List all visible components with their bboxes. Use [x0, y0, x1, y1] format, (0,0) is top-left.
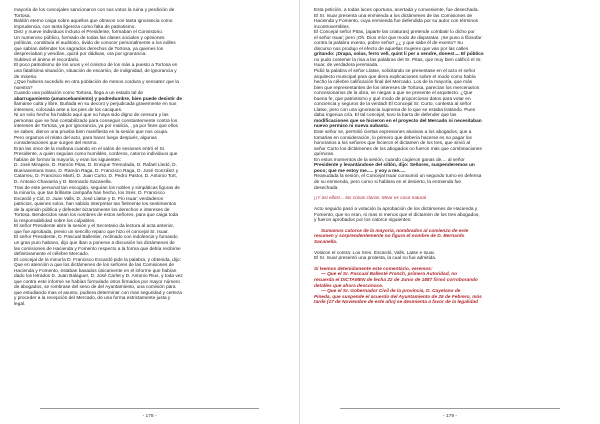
- text-line: gritando: ¡Drapa, solas, ferro vell, quint li per a vendre, dones!.... El público: [314, 52, 484, 58]
- text-line: Votaron el contra: Los Sres. Escardó, Valls, Latse e Isuar.: [314, 250, 436, 256]
- text-line: modificaciones que se hicieron en el proyecto del Mercado ni necesitaban: [314, 118, 482, 124]
- text-line: personas que se han contabilizado para conseguir constantemente contra los: [14, 118, 178, 124]
- text-line: un gran puro habano, dijo que iban a ponerse a discusión los dictámenes de: [14, 240, 175, 246]
- text-line: discurso nos produjo el efecto de aquellas mujeres que van por las calles: [314, 46, 469, 52]
- text-line: y fueron aprobados por los catorce siguientes:: [314, 218, 412, 224]
- text-line: Este señor se, permitió ciertas expresiones alusivas a los abogados, que a: [314, 130, 472, 136]
- text-line: Un numeroso público, formado de todas las clases sociales y opiniones: [14, 35, 165, 41]
- text-line: de la opinión pública y defender bizarramente los derechos e intereses de: [14, 207, 170, 213]
- text-line: conciencia y seguros de la verdad! El Concejal Sr. Curto, contesta al señor: [314, 102, 472, 108]
- text-line: — Que el Sr. Gobernador Civil de la provincia, D. Cayetano de: [321, 289, 461, 295]
- paragraph-petition: [314, 8, 586, 191]
- text-line: intereses de Tortosa, ya por ignorancia, ya por malicia, , ya por fines que ellos: [14, 124, 178, 130]
- text-line: y proceder a la recepción del Mercado, de una forma estrictamente justa y: [14, 296, 171, 302]
- text-line: desechada.: [314, 185, 339, 191]
- text-line: nuevo permiso ni nueva subasta.: [314, 124, 389, 130]
- text-line: Pineda, que suspende el acuerdo del Ayuntamiento de 25 de Febrero, más: [314, 294, 482, 300]
- text-line: tarde (17 de Noviembre de este año) se desmienta a favor de la legalidad: [314, 300, 478, 306]
- text-line: Presidente y levantándose del sillón, dijo: Señores, suspenderemos un: [314, 163, 475, 169]
- text-line: buena fe, que patriotismo y qué modo de proporcionar datos para votar en: [314, 96, 471, 102]
- text-line: hecho la célebre calificación final del Mercado. Los de la mayoría, que más: [314, 80, 473, 86]
- text-line: llamarse culta y libre. Burlada en su decoro y perjudicada gravemente en sus: [14, 102, 177, 108]
- text-line: abarrugamiento (amancebamiento) y podredumbre, bien puede desistir de: [14, 96, 182, 102]
- text-line: definitivamente el célebre Mercado.: [14, 252, 89, 258]
- text-line: concesionarios de la obra, se niegan a que se presente el arquitecto. ¿Que: [314, 91, 473, 97]
- text-line: que estudiando mas el asunto, pudiera determinar con mas seguridad y certeza: [14, 290, 182, 296]
- text-line: químicas.: [314, 152, 335, 158]
- text-line: En estos momentos de la sesión, cuando cogieron ganas de.... al señor: [314, 157, 465, 163]
- text-line: contra la palabra exento, pobre señor! ¿¿ y que sabe él de exento? Su: [314, 41, 463, 47]
- text-line: patricios, quienes solos, han sabido interpretar tan fielmente los sentimientos: [14, 202, 177, 208]
- text-line: — Que el Sr. Pascual Ballesté Franch, primera Autoridad, no: [321, 272, 458, 278]
- left-page-text: [14, 8, 286, 308]
- text-line: Eran las once de la mañana cuando en el salón de sesiones entró el Sr.: [14, 146, 166, 152]
- text-line: detalles que ahora desconoce.: [314, 283, 384, 289]
- text-line: Sumamos catorce de la mayoría, nombrados al comienzo de este: [321, 228, 469, 234]
- right-page-text: [314, 8, 586, 306]
- text-line: Tortosa.: [14, 13, 31, 19]
- page-number-left: - 178 -: [142, 414, 157, 419]
- text-line: la responsabilidad sobre los culpables.: [14, 218, 96, 224]
- text-line: Catarreu, D. Francisco Martí, D. Juan Curto, D. Pedro Pastor, D. Antonio Tort,: [14, 174, 178, 180]
- text-line: no pudo contener la risa a las palabras del Sr. Pitas, que muy bien calificó el Sr.: [314, 57, 482, 63]
- footer-rule: [340, 408, 560, 409]
- text-line: políticas, constituía el auditorio, ávido de conocer personalmente a los ediles: [14, 41, 176, 47]
- red-heading: Si leemos detenidamente este comentario, veremos:: [314, 266, 433, 272]
- right-page: [300, 0, 600, 424]
- text-line: Hacienda y Fomento, cuya enmienda fue defendida por su autor con términos: [314, 19, 478, 25]
- text-line: Fomento, que no eran, ni mas ni menos que el dictamen de los tres abogados,: [314, 212, 480, 218]
- text-line: El señor Presidente, D. Pascual Ballester, reclinado con indolencia y fumando: [14, 235, 178, 241]
- text-line: D. Antonio Chavarria y D. Bernardo Sacanella.: [14, 179, 112, 185]
- text-line: bien que representantes de los intereses de Tortosa, parecían los mercenarios: [314, 85, 480, 91]
- text-line: despreciaban y vendían, quizá por dádivas, ora por ignorancia.: [14, 52, 147, 58]
- text-line: de su enmienda, pero como si hablara en el desierto, la enmienda fue: [314, 179, 462, 185]
- text-line: de miseria.: [14, 74, 38, 80]
- text-line: una fatalísima situación, situación de escarnio, de indignidad, de ignorancia y: [14, 69, 177, 75]
- text-line: tomarlas en consideración, lo primero que debería hacerse es no pagar los: [314, 135, 472, 141]
- text-line: El Concejal señor Pitas, (aparte las criaturas) pretende combatir lo dicho por: [314, 30, 475, 36]
- text-line: Acto seguido pasó a votación la aprobación de los dictámenes de Hacienda y: [314, 206, 478, 212]
- text-line: Diez y nueve individuos incluso el Presidente, formaban el Consistorio.: [14, 30, 164, 36]
- paragraph-against: [314, 251, 586, 262]
- text-line: Que en atención a que los dictámenes de los señores de las Comisiones de: [14, 263, 175, 269]
- text-line: se saben, dieron una prueba bien manifiesta en la sesión que nos ocupa.: [14, 130, 169, 136]
- text-line: incontrovertibles.: [314, 24, 350, 30]
- text-line: la minoría, que tan brillante campaña han hecho, los Sres. D. Francisco: [14, 191, 165, 197]
- text-line: El señor Presidente abre la sesión y el Secretario da lectura al acta anterior,: [14, 224, 175, 230]
- page-number-right: - 179 -: [443, 414, 457, 419]
- sarcasm-line: ¡¡Y asi ellos!... las cosas claras. Mear es cosa natural: [314, 196, 427, 202]
- text-line: las comisiones de Hacienda y Fomento respecto a la forma que debía recibirse: [14, 246, 181, 252]
- text-line: intereses, colocada ante a los pies de los caciques.: [14, 107, 123, 113]
- text-line: El poco patriotismo de los unos y el cinismo de los más a puesto a Tortosa en: [14, 63, 178, 69]
- text-line: poco; que me estoy me..... y voy a me.....: [314, 168, 406, 174]
- text-line: recuerda el DICTAMEN de fecha 22 de Junio de 1887 firmó corroborando: [314, 278, 478, 283]
- text-line: dado los letrados D. Juan Balaguer, D. José Carlet y D. Antonio Rius, y toda vez: [14, 274, 183, 280]
- text-line: Sublevó el ánimo el recordarlo.: [14, 57, 80, 63]
- text-line: Buenaventura Sans, D. Ramón Raga, D. Francisco Raga, D. José González y: [14, 168, 179, 174]
- text-line: Ni un solo hecho ha habido aquí que no haya sido digno de censura y las: [14, 113, 169, 119]
- text-line: Pero orgamos el relato del acto, para hacer luego después, algunas: [14, 135, 157, 141]
- text-line: Isuar, de verdadera jeremiada.: [314, 63, 379, 69]
- text-line: que fue aprobada, previo un sencillo reparo que hizo el concejal Sr. Isuar.: [14, 229, 169, 235]
- text-line: que contra este informe se habían formulado otros firmados por mayor número: [14, 279, 181, 285]
- text-line: Sacanella.: [314, 239, 338, 245]
- text-line: Esta petición, a todas luces oportuna, acertada y conveniente, fue desechada.: [314, 8, 479, 13]
- footer-rule: [40, 408, 259, 409]
- text-line: Reanudada la sesión, el Concejal Isuar consumió un segundo turno en defensa: [314, 174, 482, 180]
- text-line: de abogados, se rombrase del seno de del Ayuntamiento, una comisión para: [14, 285, 176, 291]
- text-line: Pidió la palabra el señor Llatse, solicitando se presentase en el acto el señor: [314, 69, 476, 75]
- text-line: Hacienda y Fomento, estaban basados únicamente en el informe que habían: [14, 268, 177, 274]
- text-line: Baldón eterno caiga sobre aquellos que obraron con tanta ignorancia como: [14, 19, 173, 25]
- paragraph-vote: [314, 207, 586, 224]
- red-statement: [314, 229, 586, 246]
- text-line: El Sr. Isuar presenta una enmienda a los dictámenes de las Comisiones de: [314, 13, 473, 19]
- red-items: [314, 272, 586, 305]
- text-line: Tras de este personal tan escogido, seguían los nobles y simpáticas figuras de: [14, 185, 180, 191]
- text-line: nuestra?: [14, 85, 33, 91]
- text-line: resumen y sorprendentemente no figura el nombre de D. Bernardo: [314, 234, 465, 240]
- text-line: habían de formar la mayoría, y eran los siguientes:: [14, 157, 121, 163]
- text-line: El Sr. Isuar presentó una protesta, la cual no fue admitida.: [314, 256, 437, 262]
- text-line: Presidente, a quien seguían como humildes, corderos, catorce individuos que: [14, 152, 178, 158]
- text-line: el señor Isuar; pero ¡Oh. Dios mío! que modo de disparatar. ¡Se puso a filosofar: [314, 35, 482, 41]
- text-line: daba ingenua cría. El tal concejal, tuvo la barra de defender que las: [314, 113, 457, 119]
- text-line: arquitecto municipal para que diera explicaciones sobre el modo como había: [314, 74, 476, 80]
- text-line: Cuando una población como Tortosa, llega a un estado tal de: [14, 91, 144, 97]
- text-line: señor Curto los dictámenes de los abogados no fueron más que combinaciones: [314, 146, 482, 152]
- text-line: ¿Que hubiera sucedido en otra población de menos cordura y sensatez que la: [14, 80, 180, 86]
- text-line: legal.: [14, 301, 26, 307]
- text-line: mayoría de los concejales sancionaron con sus votos la ruina y perdición de: [14, 8, 175, 13]
- text-line: Escardó y Cid, D. Juan Valls, D. José Llatse y D. Pío Isuar; verdaderos: [14, 196, 164, 202]
- text-line: Tortosa. Bendecidos sean los nombres de estos señores, para que caiga toda: [14, 213, 178, 219]
- text-line: El concejal de la minoría D. Francisco Escardó pide la palabra, y obtenida, dijo:: [14, 257, 181, 263]
- text-line: D. José Mirapeix, D. Ramón Pitas, D. Enrique Tremolada, D. Rafael Lledó, D.: [14, 163, 177, 169]
- text-line: honorarios a los señores que hicieron el dictamen de los tres, que sirvió al: [314, 141, 471, 147]
- text-line: imprudencia, con tanta ligereza como falta de patriotismo.: [14, 24, 136, 30]
- text-line: consideraciones que surgen del mismo.: [14, 141, 98, 147]
- text-line: Llatse, pero con una ignorancia suprema de lo que se estaba tratando. Pues: [314, 107, 476, 113]
- text-line: que sabían defender los sagrados derechos de Tortosa, ya quienes los: [14, 46, 164, 52]
